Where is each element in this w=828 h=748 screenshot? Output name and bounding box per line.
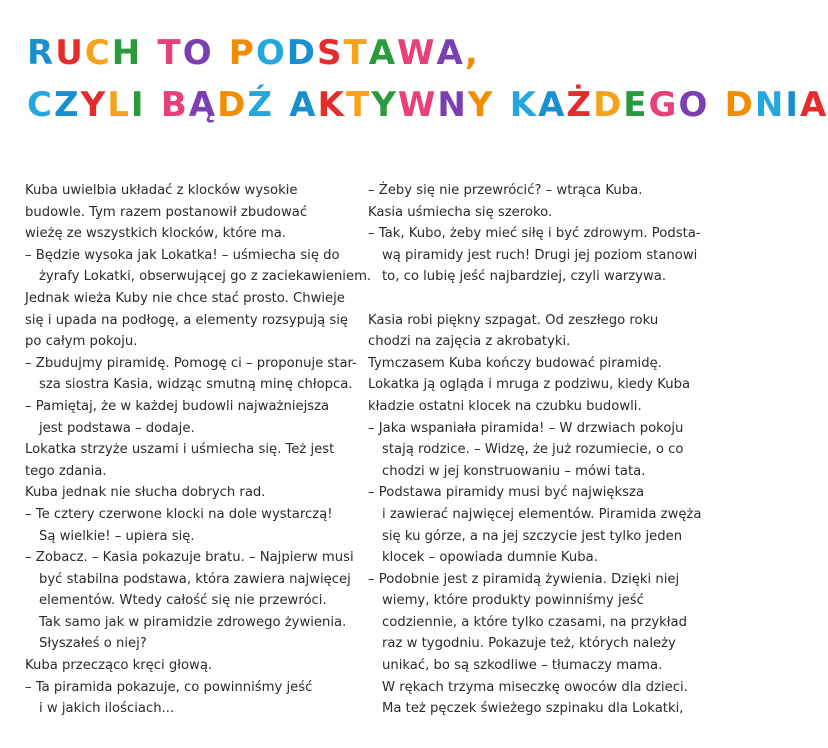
text-line: – Podobnie jest z piramidą żywienia. Dzięki niej xyxy=(368,571,680,587)
text-line: – Podstawa piramidy musi być największa xyxy=(368,485,645,501)
title-letter: A xyxy=(368,33,398,73)
title-letter: W xyxy=(397,33,437,73)
title-letter: Ź xyxy=(247,85,274,125)
text-line: żyrafy Lokatki, obserwującej go z zaciekawieniem. xyxy=(39,269,372,285)
text-line: – Będzie wysoka jak Lokatka! – uśmiecha się do xyxy=(25,247,340,263)
title-letter: I xyxy=(785,85,801,125)
title-letter: D xyxy=(286,33,317,73)
title-letter: C xyxy=(84,33,112,73)
text-line: W rękach trzyma miseczkę owoców dla dzieci. xyxy=(382,679,688,695)
text-line: Jednak wieża Kuby nie chce stać prosto. Chwieje xyxy=(25,290,345,306)
title-letter: Ż xyxy=(566,85,594,125)
text-line: Kasia uśmiecha się szeroko. xyxy=(368,204,553,220)
title-letter: K xyxy=(317,85,346,125)
text-line: – Pamiętaj, że w każdej budowli najważniejsza xyxy=(25,398,330,414)
text-line: klocek – opowiada dumnie Kuba. xyxy=(382,550,598,566)
text-line: unikać, bo są szkodliwe – tłumaczy mama. xyxy=(382,658,663,674)
title-letter: E xyxy=(623,85,649,125)
text-line: Kasia robi piękny szpagat. Od zeszłego roku xyxy=(368,312,659,328)
title-letter: T xyxy=(345,85,372,125)
title-letter: D xyxy=(217,85,248,125)
title-letter: A xyxy=(800,85,828,125)
title-letter: D xyxy=(593,85,624,125)
text-line: – Ta piramida pokazuje, co powinniśmy jeść xyxy=(25,679,313,695)
title-letter: B xyxy=(160,85,189,125)
title-letter: T xyxy=(157,33,183,73)
title-letter: W xyxy=(397,85,438,125)
title-letter: Ą xyxy=(188,85,218,125)
title-line-1 xyxy=(27,27,828,79)
text-line: – Zbudujmy piramidę. Pomogę ci – proponuje star- xyxy=(25,355,357,371)
title-letter: , xyxy=(464,33,480,73)
title-letter: Y xyxy=(80,85,108,125)
text-line: codziennie, a które tylko czasami, na przykład xyxy=(382,614,688,630)
title-letter: A xyxy=(436,33,465,73)
text-line: wą piramidy jest ruch! Drugi jej poziom stanowi xyxy=(382,247,698,263)
text-line: – Jaka wspaniała piramida! – W drzwiach pokoju xyxy=(368,420,684,436)
text-line: Są wielkie! – upiera się. xyxy=(39,528,195,544)
text-line: Słyszałeś o niej? xyxy=(39,636,147,652)
text-line: się ku górze, a na jej szczycie jest tylko jeden xyxy=(382,528,683,544)
text-line: po całym pokoju. xyxy=(25,334,138,350)
text-line: chodzi w jej konstruowaniu – mówi tata. xyxy=(382,463,646,479)
text-line: raz w tygodniu. Pokazuje też, których należy xyxy=(382,636,676,652)
text-line: chodzi na zajęcia z akrobatyki. xyxy=(368,334,571,350)
title-letter: O xyxy=(182,33,214,73)
title-letter: R xyxy=(27,33,56,73)
text-line: Lokatka ją ogląda i mruga z podziwu, kiedy Kuba xyxy=(368,377,691,393)
title-letter: H xyxy=(111,33,143,73)
text-line: to, co lubię jeść najbardziej, czyli warzywa. xyxy=(382,269,667,285)
text-line: Ma też pęczek świeżego szpinaku dla Lokatki, xyxy=(382,701,684,717)
text-line: Tymczasem Kuba kończy budować piramidę. xyxy=(368,355,662,371)
title-letter: O xyxy=(678,85,710,125)
title-letter: Y xyxy=(467,85,495,125)
text-line: – Tak, Kubo, żeby mieć siłę i być zdrowym. Podsta- xyxy=(368,226,701,242)
text-line: Lokatka strzyże uszami i uśmiecha się. Też jest xyxy=(25,442,335,458)
title-letter: G xyxy=(648,85,679,125)
title-letter: N xyxy=(754,85,786,125)
text-line: stają rodzice. – Widzę, że już rozumiecie, o co xyxy=(382,442,684,458)
title-letter: A xyxy=(538,85,567,125)
paragraph-gap xyxy=(368,288,708,310)
text-line: być stabilna podstawa, która zawiera najwięcej xyxy=(39,571,351,587)
title-letter: T xyxy=(343,33,369,73)
title-letter: L xyxy=(107,85,131,125)
title-letter: Y xyxy=(371,85,398,125)
left-text-column xyxy=(25,180,372,720)
title-letter: P xyxy=(228,33,256,73)
text-line: się i upada na podłogę, a elementy rozsypują się xyxy=(25,312,349,328)
right-text-column xyxy=(368,180,708,720)
title-letter: N xyxy=(437,85,468,125)
text-line: budowle. Tym razem postanowił zbudować xyxy=(25,204,308,220)
text-line: i w jakich ilościach... xyxy=(39,701,175,717)
text-line: Tak samo jak w piramidzie zdrowego żywienia. xyxy=(39,614,347,630)
text-line: i zawierać najwięcej elementów. Piramida zwęża xyxy=(382,506,702,522)
text-line: – Żeby się nie przewrócić? – wtrąca Kuba. xyxy=(368,183,643,198)
title-letter: C xyxy=(27,85,54,125)
text-line: Kuba uwielbia układać z klocków wysokie xyxy=(25,183,298,198)
page-title xyxy=(27,27,828,131)
text-line: tego zdania. xyxy=(25,463,107,479)
title-line-2 xyxy=(27,79,828,131)
title-letter: A xyxy=(289,85,318,125)
title-letter: K xyxy=(509,85,539,125)
title-letter: S xyxy=(316,33,344,73)
text-line: Kuba jednak nie słucha dobrych rad. xyxy=(25,485,266,501)
text-line: elementów. Wtedy całość się nie przewróci. xyxy=(39,593,327,609)
title-letter: U xyxy=(55,33,85,73)
text-line: wieżę ze wszystkich klocków, które ma. xyxy=(25,226,286,242)
text-line: – Te cztery czerwone klocki na dole wystarczą! xyxy=(25,506,333,522)
title-letter: O xyxy=(255,33,287,73)
title-letter: Z xyxy=(53,85,81,125)
text-line: jest podstawa – dodaje. xyxy=(39,420,195,436)
text-line: kładzie ostatni klocek na czubku budowli. xyxy=(368,398,642,414)
text-line: – Zobacz. – Kasia pokazuje bratu. – Najpierw musi xyxy=(25,550,354,566)
text-line: sza siostra Kasia, widząc smutną minę chłopca. xyxy=(39,377,353,393)
text-line: wiemy, które produkty powinniśmy jeść xyxy=(382,593,644,609)
title-letter: D xyxy=(724,85,755,125)
title-letter: I xyxy=(130,85,146,125)
text-line: Kuba przecząco kręci głową. xyxy=(25,658,213,674)
